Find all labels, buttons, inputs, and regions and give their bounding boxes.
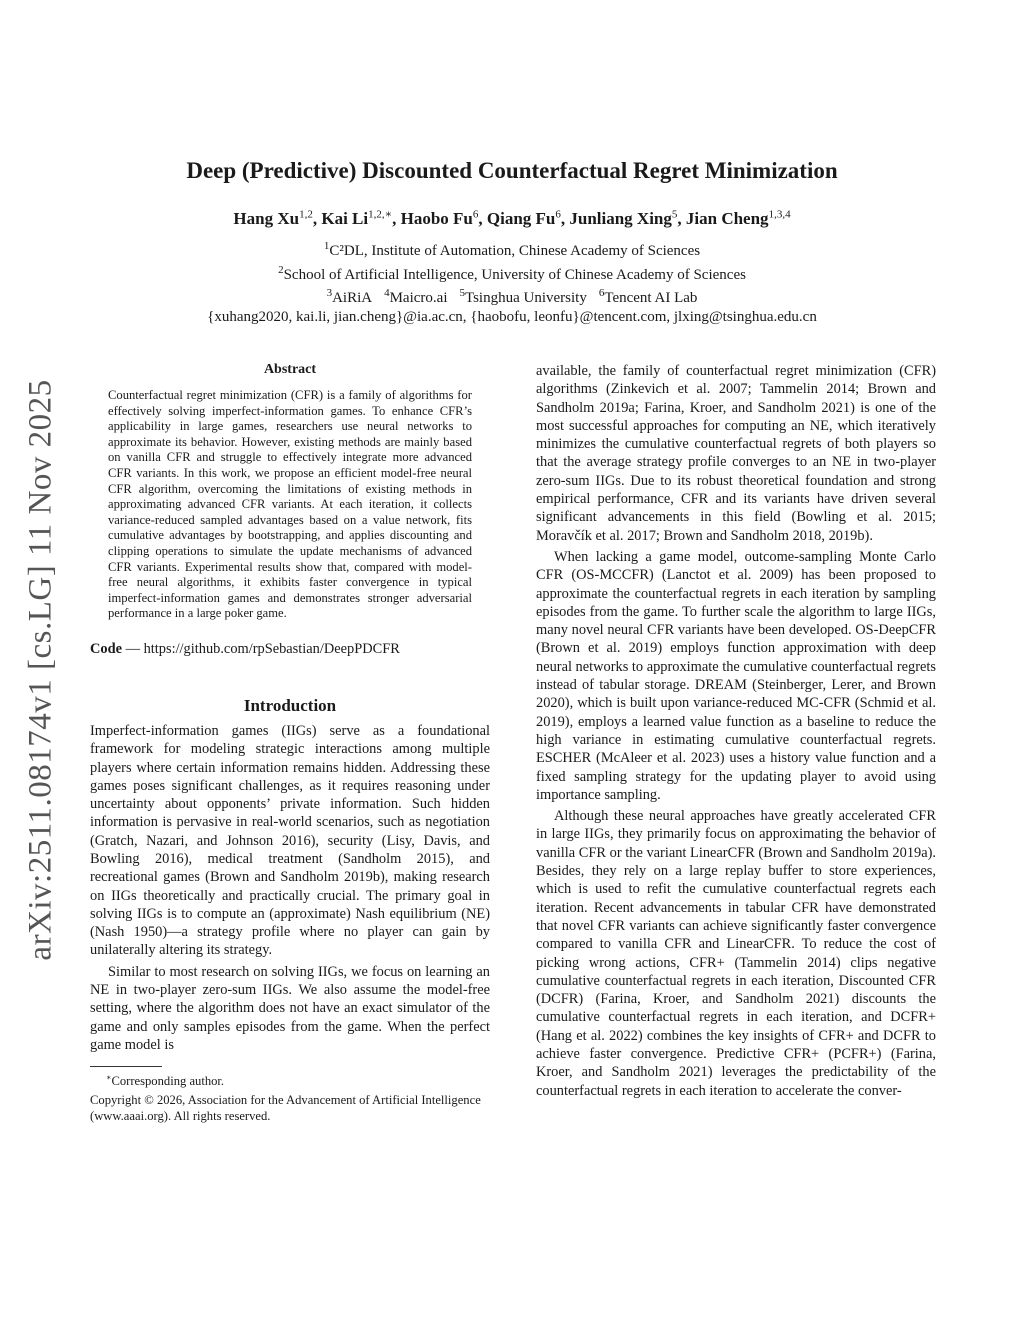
author: Haobo Fu$^6$, (400, 208, 487, 228)
introduction-heading: Introduction (243, 695, 337, 715)
footnote-rule (90, 1066, 162, 1067)
code-line: Code — https://github.com/rpSebastian/DeepPDCFR (90, 640, 400, 657)
abstract-text: Counterfactual regret minimization (CFR) is a family of algorithms for effectively solving imperfect-information games. To enhance CFR’s applicability in large games, researchers use neural networks to approximate its behavior. However, existing methods are mainly based on vanilla CFR and struggle to effectively integrate more advanced CFR variants. In this work, we propose an efficient model-free neural CFR algorithm, overcoming the limitations of existing methods in approximating advanced CFR variants. At each iteration, it collects variance-reduced sampled advantages based on a value network, fits cumulative advantages by bootstrapping, and applies discounting and clipping operations to simulate the update mechanisms of advanced CFR variants. Experimental results show that, compared with model-free neural algorithms, it exhibits faster convergence in typical imperfect-information games and demonstrates stronger adversarial performance in a large poker game. (108, 388, 472, 621)
corresponding-footnote: ∗Corresponding author. (106, 1073, 225, 1089)
left-column (90, 362, 490, 1124)
affiliation-line: $^1$C²DL, Institute of Automation, Chinese Academy of Sciences (323, 240, 701, 259)
author: Qiang Fu$^6$, (486, 208, 570, 228)
abstract-heading: Abstract (263, 362, 317, 377)
code-link[interactable]: https://github.com/rpSebastian/DeepPDCFR (143, 640, 400, 657)
affiliation-line: $^2$School of Artificial Intelligence, University of Chinese Academy of Sciences (278, 263, 746, 283)
author-list (90, 207, 934, 229)
arxiv-identifier-text: arXiv:2511.08174v1 [cs.LG] 11 Nov 2025 (22, 379, 59, 961)
intro-paragraph: Imperfect-information games (IIGs) serve as a foundational framework for modeling strategic interactions among multiple players where certain information remains hidden. Addressing these games poses significant challenges, as it requires reasoning under uncertainty about opponents’ private information. Such hidden information is pervasive in real-world scenarios, such as negotiation (Gratch, Nazari, and Johnson 2016), security (Lisy, Davis, and Bowling 2016), medical treatment (Sandholm 2015), and recreational games (Brown and Sandholm 2019b), making research on IIGs theoretically and practically crucial. The primary goal in solving IIGs is to compute an (approximate) Nash equilibrium (NE) (Nash 1950)—a strategy profile where no player can gain by unilaterally altering its strategy. (90, 722, 490, 959)
intro-paragraph: Similar to most research on solving IIGs, we focus on learning an NE in two-player zero-sum IIGs. We also assume the model-free setting, where the algorithm does not have an exact simulator of the game and only samples episodes from the game. When the perfect game model is (90, 963, 490, 1053)
author: Jian Cheng$^{1,3,4}$ (685, 208, 791, 228)
body-paragraph: When lacking a game model, outcome-sampling Monte Carlo CFR (OS-MCCFR) (Lanctot et al. 2009) has been proposed to approximate the counterfactual regrets in each iteration by sampling episodes from the game. To further scale the algorithm to large IIGs, many novel neural CFR variants have been developed. OS-DeepCFR (Brown et al. 2019) employs function approximation with deep neural networks to approximate the cumulative counterfactual regrets instead of tabular storage. DREAM (Steinberger, Lerer, and Brown 2020), which is built upon variance-reduced MC-CFR (Schmid et al. 2019), employs a learned value function as a baseline to reduce the high variance in estimating cumulative counterfactual regrets. ESCHER (McAleer et al. 2023) uses a history value function and a fixed sampling strategy for the updating player to avoid using importance sampling. (536, 548, 936, 803)
affiliations (90, 237, 934, 326)
author: Junliang Xing$^5$, (569, 208, 686, 228)
code-label: Code (90, 640, 122, 657)
copyright-notice: Copyright © 2026, Association for the Advancement of Artificial Intelligence (www.aaai.org). All rights reserved. (90, 1093, 481, 1123)
author-emails: {xuhang2020, kai.li, jian.cheng}@ia.ac.cn, {haobofu, leonfu}@tencent.com, jlxing@tsinghua.edu.cn (207, 308, 817, 325)
arxiv-identifier (14, 370, 68, 970)
author: Kai $Li^{1,2,∗}$, (321, 208, 401, 228)
body-paragraph: available, the family of counterfactual regret minimization (CFR) algorithms (Zinkevich et al. 2007; Tammelin 2014; Brown and Sandholm 2019a; Farina, Kroer, and Sandholm 2021) is one of the most successful approaches for computing an NE, which iteratively minimizes the cumulative counterfactual regrets of both players so that the average strategy profile converges to an NE in two-player zero-sum IIGs. Due to its robust theoretical foundation and strong empirical performance, CFR and its variants have driven several significant advancements in this field (Bowling et al. 2015; Moravčík et al. 2017; Brown and Sandholm 2018, 2019b). (536, 363, 936, 544)
affiliation-line: $^3$AiRiA $^4$Maicro.ai $^5$Tsinghua University $^6$Tencent AI Lab (326, 287, 698, 306)
author: Hang Xu$^{1,2}$, (233, 208, 322, 228)
right-column (536, 362, 936, 1100)
paper-title: Deep (Predictive) Discounted Counterfactual Regret Minimization (186, 158, 838, 183)
body-paragraph: Although these neural approaches have greatly accelerated CFR in large IIGs, they primarily focus on approximating the behavior of vanilla CFR or the variant LinearCFR (Brown and Sandholm 2019a). Besides, they rely on a large replay buffer to store experiences, which is used to refit the cumulative counterfactual regrets each iteration. Recent advancements in tabular CFR have demonstrated that novel CFR variants can achieve significantly faster convergence compared to vanilla CFR and LinearCFR. To reduce the cost of picking wrong actions, CFR+ (Tammelin 2014) clips negative cumulative counterfactual regrets in each iteration, Discounted CFR (DCFR) (Farina, Kroer, and Sandholm 2021) discounts the cumulative counterfactual regrets in each iteration, and DCFR+ (Hang et al. 2022) combines the key insights of CFR+ and DCFR to achieve faster convergence. Predictive CFR+ (PCFR+) (Farina, Kroer, and Sandholm 2021) leverages the predictability of the counterfactual regrets in each iteration to accelerate the conver- (536, 808, 936, 1099)
